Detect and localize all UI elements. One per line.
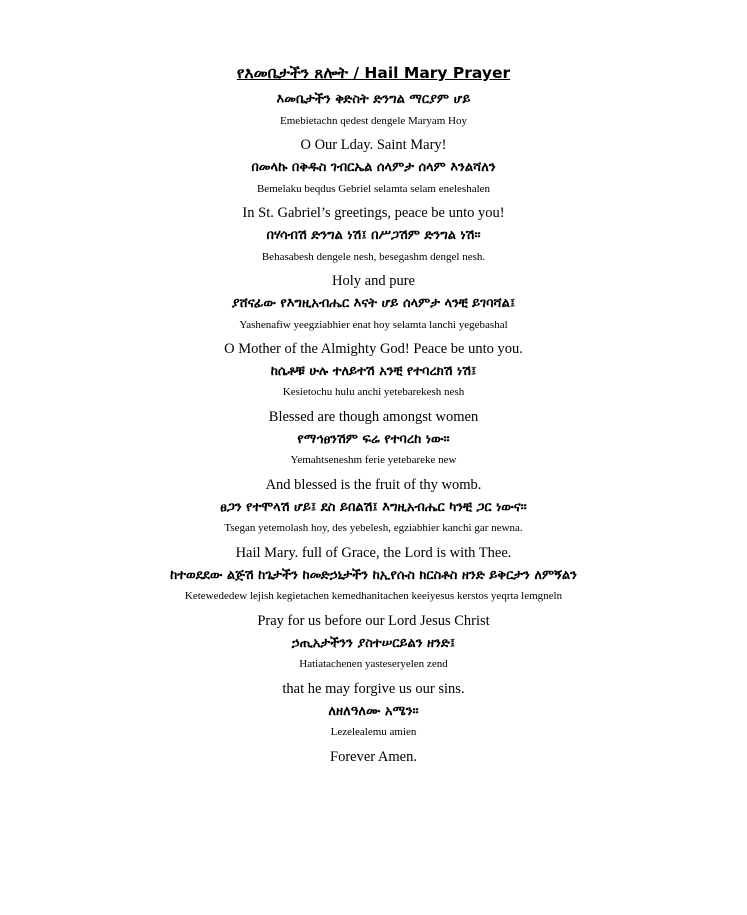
english-line: Pray for us before our Lord Jesus Christ [257,612,490,629]
transliteration-line: Emebietachn qedest dengele Maryam Hoy [280,114,467,127]
transliteration-line: Kesietochu hulu anchi yetebarekesh nesh [282,386,465,399]
transliteration-line: Bemelaku beqdus Gebriel selamta selam eneleshalen [256,182,491,195]
amharic-line: ከሴቶቹ ሁሉ ተለይተሽ አንቺ የተባረክሽ ነሽ፤ [270,363,477,379]
english-line: O Mother of the Almighty God! Peace be unto you. [224,341,523,358]
amharic-line: የማኅፀንሽም ፍሬ የተባረከ ነው። [297,431,450,447]
amharic-line: በመላኩ በቅዱስ ገብርኤል ሰላምታ ሰላም እንልሻለን [251,159,496,175]
amharic-line: ፀጋን የተሞላሽ ሆይ፤ ደስ ይበልሽ፤ እግዚአብሔር ካንቺ ጋር ነውና። [220,499,527,515]
english-line: Blessed are though amongst women [268,409,479,426]
english-line: In St. Gabriel’s greetings, peace be unto you! [242,205,505,222]
transliteration-line: Tsegan yetemolash hoy, des yebelesh, egziabhier kanchi gar newna. [224,522,523,535]
english-line: that he may forgive us our sins. [282,680,465,697]
transliteration-line: Lezelealemu amien [330,726,417,739]
transliteration-line: Behasabesh dengele nesh, besegashm dengel nesh. [261,250,486,263]
english-line: Holy and pure [332,273,415,290]
page-title: የእመቤታችን ጸሎት / Hail Mary Prayer [236,64,511,82]
transliteration-line: Hatiatachenen yasteseryelen zend [299,658,448,671]
english-line: O Our Lday. Saint Mary! [300,137,447,154]
amharic-line: ከተወደደው ልጅሽ ከጌታችን ከመድኃኒታችን ከኢየሱስ ክርስቶስ ዘንድ ይቅርታን ለምኝልን [170,567,577,583]
amharic-line: ያሸናፊው የእግዚአብሔር እናት ሆይ ሰላምታ ላንቺ ይገባሻል፤ [231,295,516,311]
transliteration-line: Ketewededew lejish kegietachen kemedhanitachen keeiyesus kerstos yeqrta lemgneln [184,590,563,603]
english-line: And blessed is the fruit of thy womb. [265,477,482,494]
english-line: Hail Mary. full of Grace, the Lord is with Thee. [235,545,512,561]
amharic-line: ኃጢአታችንን ያስተሠርይልን ዘንድ፤ [291,635,456,651]
amharic-line: ለዘለዓለሙ አሜን። [328,703,419,719]
transliteration-line: Yashenafiw yeegziabhier enat hoy selamta lanchi yegebashal [239,318,508,331]
amharic-line: እመቤታችን ቅድስት ድንግል ማርያም ሆይ [276,92,471,107]
transliteration-line: Yemahtseneshm ferie yetebareke new [290,454,457,467]
english-line: Forever Amen. [330,748,417,765]
amharic-line: በሃሳብሽ ድንግል ነሽ፤ በሥጋሽም ድንግል ነሽ። [266,227,481,243]
